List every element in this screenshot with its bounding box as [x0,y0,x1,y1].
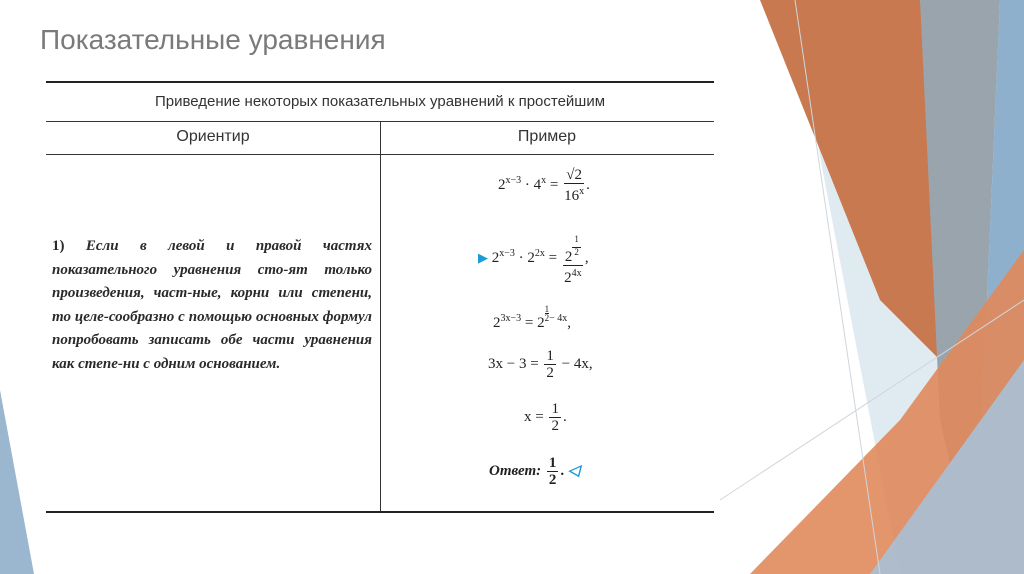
example-line-3: $2^{3x-3} = 2$ $\frac{1}{2}^{- 4x}$, [493,304,571,331]
table-caption-row [46,83,714,122]
guide-number: 1) [52,238,65,254]
example-line-1: $2^{x-3} \cdot 4^x$ = $\frac{√2}{16^x}$ . [498,167,590,204]
play-marker-icon: ▶ [478,249,488,265]
column-header-guide: Ориентир [176,128,250,145]
end-marker-icon: ◁ [567,462,580,479]
example-line-5: x = $\frac{1}{2}$ . [524,401,567,434]
column-divider [380,122,381,511]
guide-cell [52,235,372,376]
column-header-example: Пример [517,128,577,145]
example-line-2: ▶ $2^{x-3} \cdot 2^{2x}$ = 2 $\frac{1}{2}$ $2^{4x}$ , [478,231,589,286]
example-line-4: 3x − 3 = $\frac{1}{2}$ − 4x, [488,348,593,381]
slide-title: Показательные уравнения [40,24,386,55]
table-caption: Приведение некоторых показательных уравнений к простейшим [154,93,606,110]
example-answer: Ответ: $\frac{1}{2}$ . ◁ [489,455,580,488]
reference-table [46,81,714,513]
guide-text: Если в левой и правой частях показательного уравнения сто-ят только произведения, част-ные, корни или степени, то целе-сообразно с помощью основных формул попробовать записать обе части уравнения как степе-ни с одним основанием. [52,238,372,372]
